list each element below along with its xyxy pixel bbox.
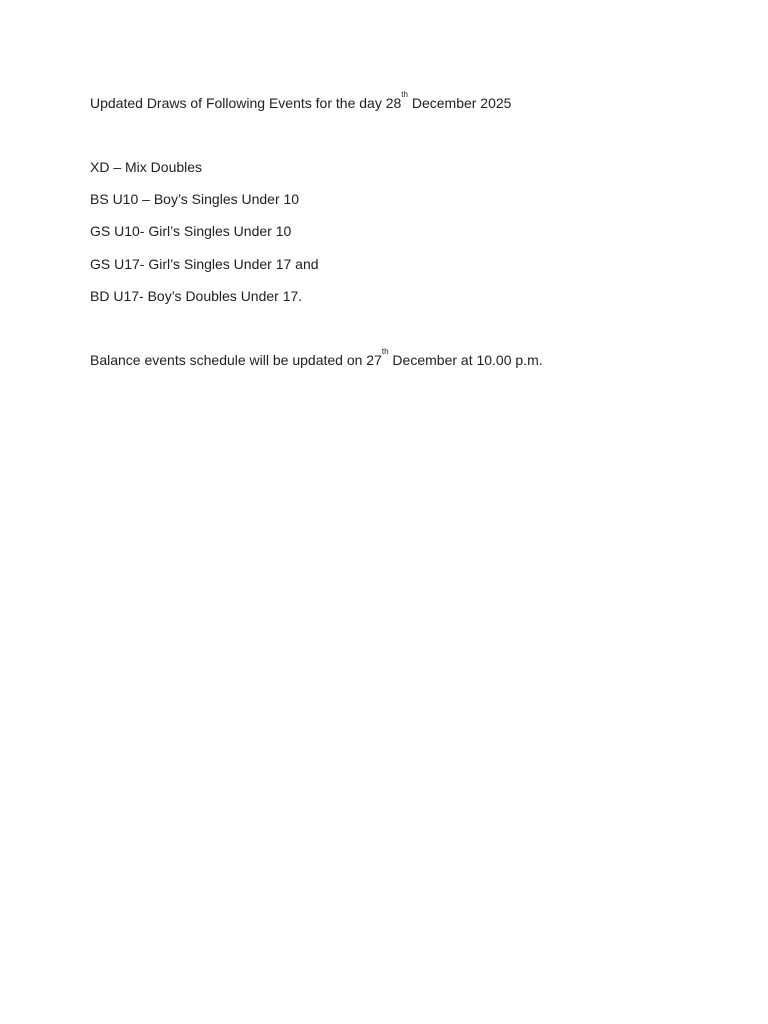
- heading-text-end: December 2025: [407, 95, 512, 111]
- document-heading: [90, 90, 512, 112]
- note-ordinal-suffix: th: [381, 347, 389, 356]
- event-line: GS U10- Girl’s Singles Under 10: [90, 223, 292, 239]
- event-line: BD U17- Boy’s Doubles Under 17.: [90, 288, 303, 304]
- heading-ordinal-suffix: th: [401, 90, 408, 99]
- event-line: GS U17- Girl’s Singles Under 17 and: [90, 256, 319, 272]
- event-line: XD – Mix Doubles: [90, 159, 203, 175]
- note-text: Balance events schedule will be updated on 27: [90, 352, 382, 368]
- note-text-end: December at 10.00 p.m.: [388, 352, 543, 368]
- event-line: BS U10 – Boy’s Singles Under 10: [90, 191, 300, 207]
- heading-text: Updated Draws of Following Events for the day 28: [90, 95, 402, 111]
- schedule-note: [90, 347, 543, 369]
